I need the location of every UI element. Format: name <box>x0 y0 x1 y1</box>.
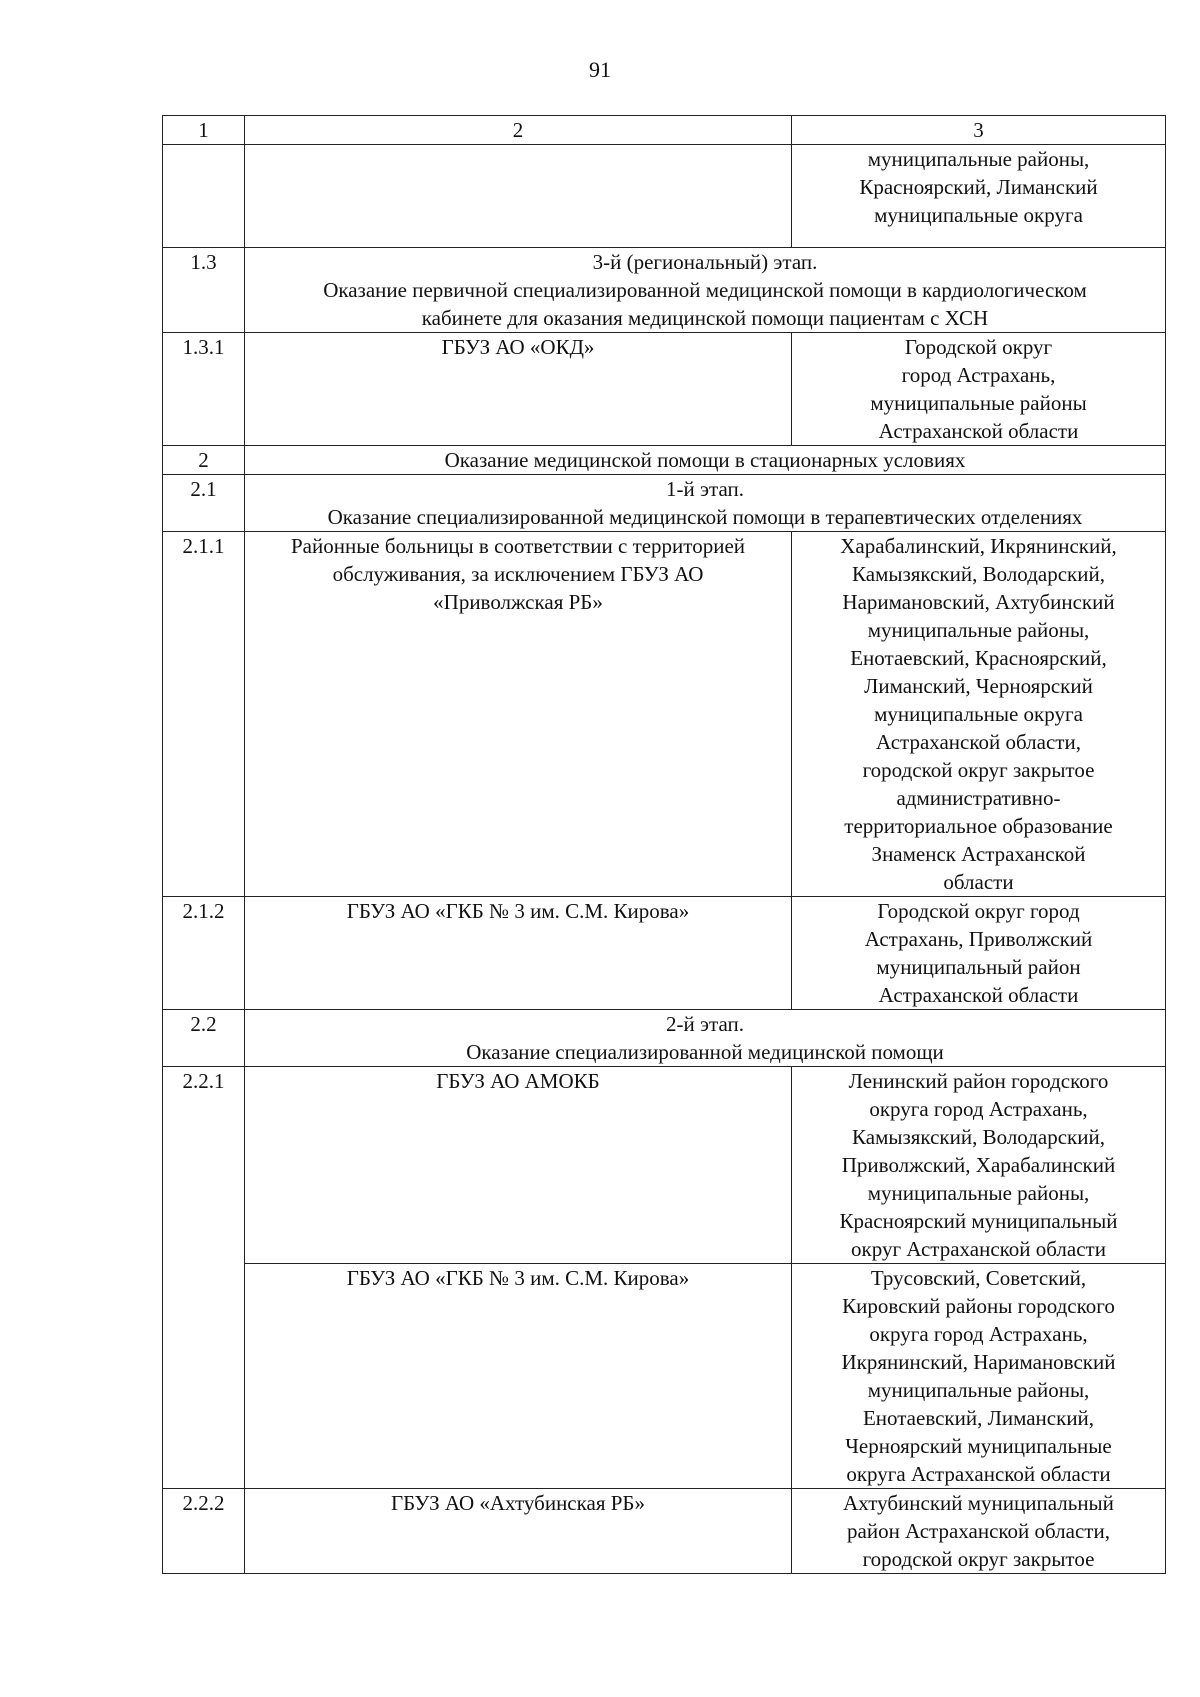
section-title-cell: Оказание медицинской помощи в стационарных условиях <box>245 446 1166 475</box>
header-cell-3: 3 <box>792 116 1166 145</box>
section-title-cell: 1-й этап. Оказание специализированной медицинской помощи в терапевтических отделениях <box>245 475 1166 532</box>
service-area-cell: Ленинский район городского округа город Астрахань, Камызякский, Володарский, Приволжский, Харабалинский муниципальные районы, Красноярский муниципальный округ Астраханской области <box>792 1067 1166 1264</box>
section-row <box>163 1010 1166 1067</box>
document-table <box>162 115 1166 1574</box>
service-area-cell: Городской округ город Астрахань, муниципальные районы Астраханской области <box>792 333 1166 446</box>
service-area-cell: Ахтубинский муниципальный район Астраханской области, городской округ закрытое <box>792 1489 1166 1574</box>
service-area-cell: Харабалинский, Икрянинский, Камызякский, Володарский, Наримановский, Ахтубинский муниципальные районы, Енотаевский, Красноярский, Лиманский, Черноярский муниципальные округа Астраханской области, городской округ закрытое административно- территориальное образование Знаменск Астраханской области <box>792 532 1166 897</box>
organization-cell: ГБУЗ АО «Ахтубинская РБ» <box>245 1489 792 1574</box>
section-title-cell: 2-й этап. Оказание специализированной медицинской помощи <box>245 1010 1166 1067</box>
section-row <box>163 475 1166 532</box>
table-row <box>163 1067 1166 1264</box>
row-number: 2.2.2 <box>163 1489 245 1574</box>
row-number: 1.3.1 <box>163 333 245 446</box>
section-row <box>163 446 1166 475</box>
row-number: 2.1 <box>163 475 245 532</box>
service-area-cell: Трусовский, Советский, Кировский районы городского округа город Астрахань, Икрянинский, Наримановский муниципальные районы, Енотаевский, Лиманский, Черноярский муниципальные округа Астраханской области <box>792 1264 1166 1489</box>
organization-cell <box>245 145 792 248</box>
header-cell-1: 1 <box>163 116 245 145</box>
section-title-cell: 3-й (региональный) этап. Оказание первичной специализированной медицинской помощи в кардиологическом кабинете для оказания медицинской помощи пациентам с ХСН <box>245 248 1166 333</box>
organization-cell: ГБУЗ АО «ОКД» <box>245 333 792 446</box>
row-number: 1.3 <box>163 248 245 333</box>
table-row <box>163 1489 1166 1574</box>
organization-cell: ГБУЗ АО АМОКБ <box>245 1067 792 1264</box>
row-number: 2.1.2 <box>163 897 245 1010</box>
organization-cell: ГБУЗ АО «ГКБ № 3 им. С.М. Кирова» <box>245 897 792 1010</box>
service-area-cell: муниципальные районы, Красноярский, Лиманский муниципальные округа <box>792 145 1166 248</box>
service-area-cell: Городской округ город Астрахань, Приволжский муниципальный район Астраханской области <box>792 897 1166 1010</box>
row-number: 2.2.1 <box>163 1067 245 1489</box>
table-row <box>163 145 1166 248</box>
organization-cell: ГБУЗ АО «ГКБ № 3 им. С.М. Кирова» <box>245 1264 792 1489</box>
table-row <box>163 333 1166 446</box>
row-number: 2.2 <box>163 1010 245 1067</box>
table-row <box>163 1264 1166 1489</box>
page-number: 91 <box>589 57 611 82</box>
section-row <box>163 248 1166 333</box>
table-row <box>163 532 1166 897</box>
row-number <box>163 145 245 248</box>
table-header-row <box>163 116 1166 145</box>
organization-cell: Районные больницы в соответствии с территорией обслуживания, за исключением ГБУЗ АО «Приволжская РБ» <box>245 532 792 897</box>
table-row <box>163 897 1166 1010</box>
row-number: 2.1.1 <box>163 532 245 897</box>
header-cell-2: 2 <box>245 116 792 145</box>
row-number: 2 <box>163 446 245 475</box>
